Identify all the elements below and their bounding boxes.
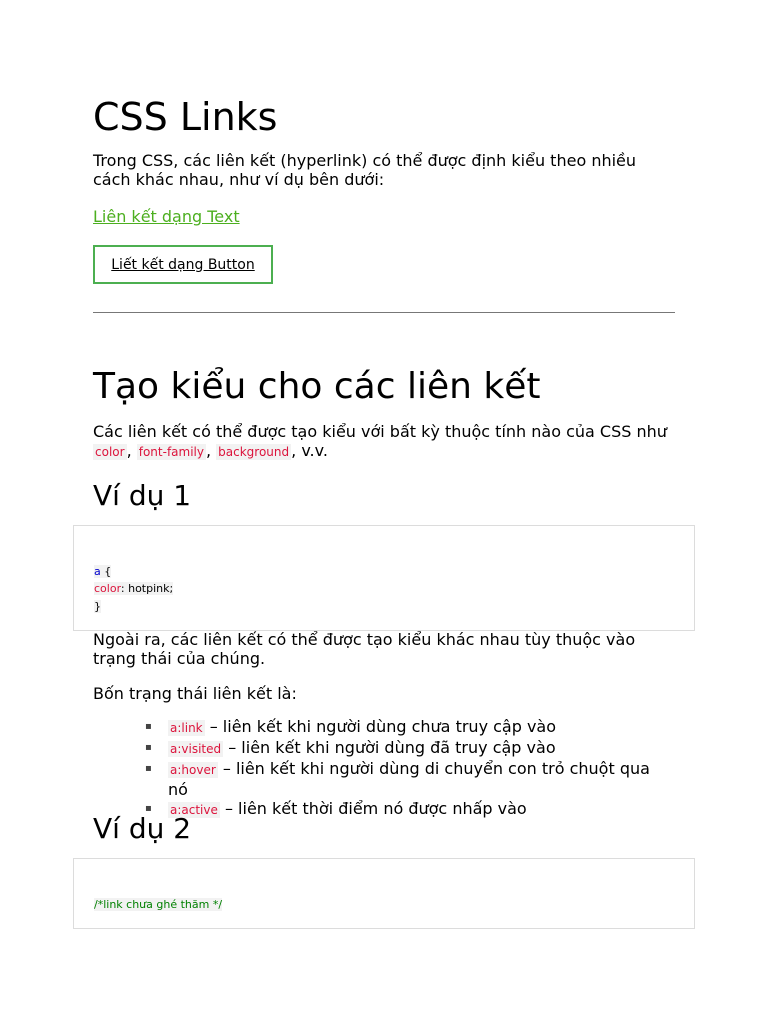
bullet-icon: ▪ bbox=[145, 763, 152, 774]
example-1-heading: Ví dụ 1 bbox=[93, 479, 192, 512]
styling-paragraph bbox=[93, 422, 673, 462]
code-property: color bbox=[94, 582, 121, 595]
list-item bbox=[145, 799, 665, 820]
styling-suffix: , v.v. bbox=[291, 441, 328, 460]
code-font-family: font-family bbox=[138, 445, 204, 459]
code-open-brace: { bbox=[100, 565, 112, 578]
code-background: background bbox=[218, 445, 290, 459]
list-item bbox=[145, 717, 665, 738]
code-close-brace: } bbox=[94, 600, 101, 613]
button-link-example[interactable]: Liết kết dạng Button bbox=[93, 245, 273, 284]
code-block-example-1 bbox=[73, 525, 695, 631]
section-heading-styling: Tạo kiểu cho các liên kết bbox=[93, 366, 541, 407]
example-2-heading: Ví dụ 2 bbox=[93, 812, 192, 845]
code-line-selector bbox=[94, 564, 111, 579]
code-line-close bbox=[94, 599, 101, 614]
intro-paragraph: Trong CSS, các liên kết (hyperlink) có thể được định kiểu theo nhiều cách khác nhau, như ví dụ bên dưới: bbox=[93, 151, 637, 189]
list-item bbox=[145, 759, 665, 799]
code-color: color bbox=[95, 445, 125, 459]
styling-intro-text: Các liên kết có thể được tạo kiểu với bất kỳ thuộc tính nào của CSS như bbox=[93, 422, 667, 441]
code-line-comment bbox=[94, 897, 222, 912]
bullet-icon: ▪ bbox=[145, 803, 152, 814]
link-states-list bbox=[145, 717, 665, 820]
state-description: – liên kết khi người dùng di chuyển con trỏ chuột qua nó bbox=[168, 759, 650, 799]
state-code: a:active bbox=[170, 803, 218, 817]
state-description: – liên kết thời điểm nó được nhấp vào bbox=[219, 799, 527, 818]
separator: , bbox=[205, 441, 217, 460]
code-value: hotpink; bbox=[128, 582, 174, 595]
states-heading: Bốn trạng thái liên kết là: bbox=[93, 684, 297, 703]
code-block-example-2 bbox=[73, 858, 695, 929]
state-code: a:hover bbox=[170, 763, 216, 777]
state-code: a:visited bbox=[170, 742, 222, 756]
bullet-icon: ▪ bbox=[145, 742, 152, 753]
page-title: CSS Links bbox=[93, 95, 278, 139]
state-code: a:link bbox=[170, 721, 203, 735]
separator: , bbox=[126, 441, 137, 460]
code-line-property bbox=[94, 581, 173, 596]
states-intro-paragraph: Ngoài ra, các liên kết có thể được tạo kiểu khác nhau tùy thuộc vào trạng thái của chúng. bbox=[93, 630, 636, 668]
code-comment: /*link chưa ghé thăm */ bbox=[94, 898, 223, 911]
list-item bbox=[145, 738, 665, 759]
code-selector: a bbox=[94, 565, 101, 578]
state-description: – liên kết khi người dùng đã truy cập vào bbox=[223, 738, 556, 757]
state-description: – liên kết khi người dùng chưa truy cập vào bbox=[204, 717, 557, 736]
code-colon: : bbox=[120, 582, 129, 595]
bullet-icon: ▪ bbox=[145, 721, 152, 732]
horizontal-divider bbox=[93, 312, 675, 313]
text-link-example[interactable]: Liên kết dạng Text bbox=[93, 207, 240, 226]
